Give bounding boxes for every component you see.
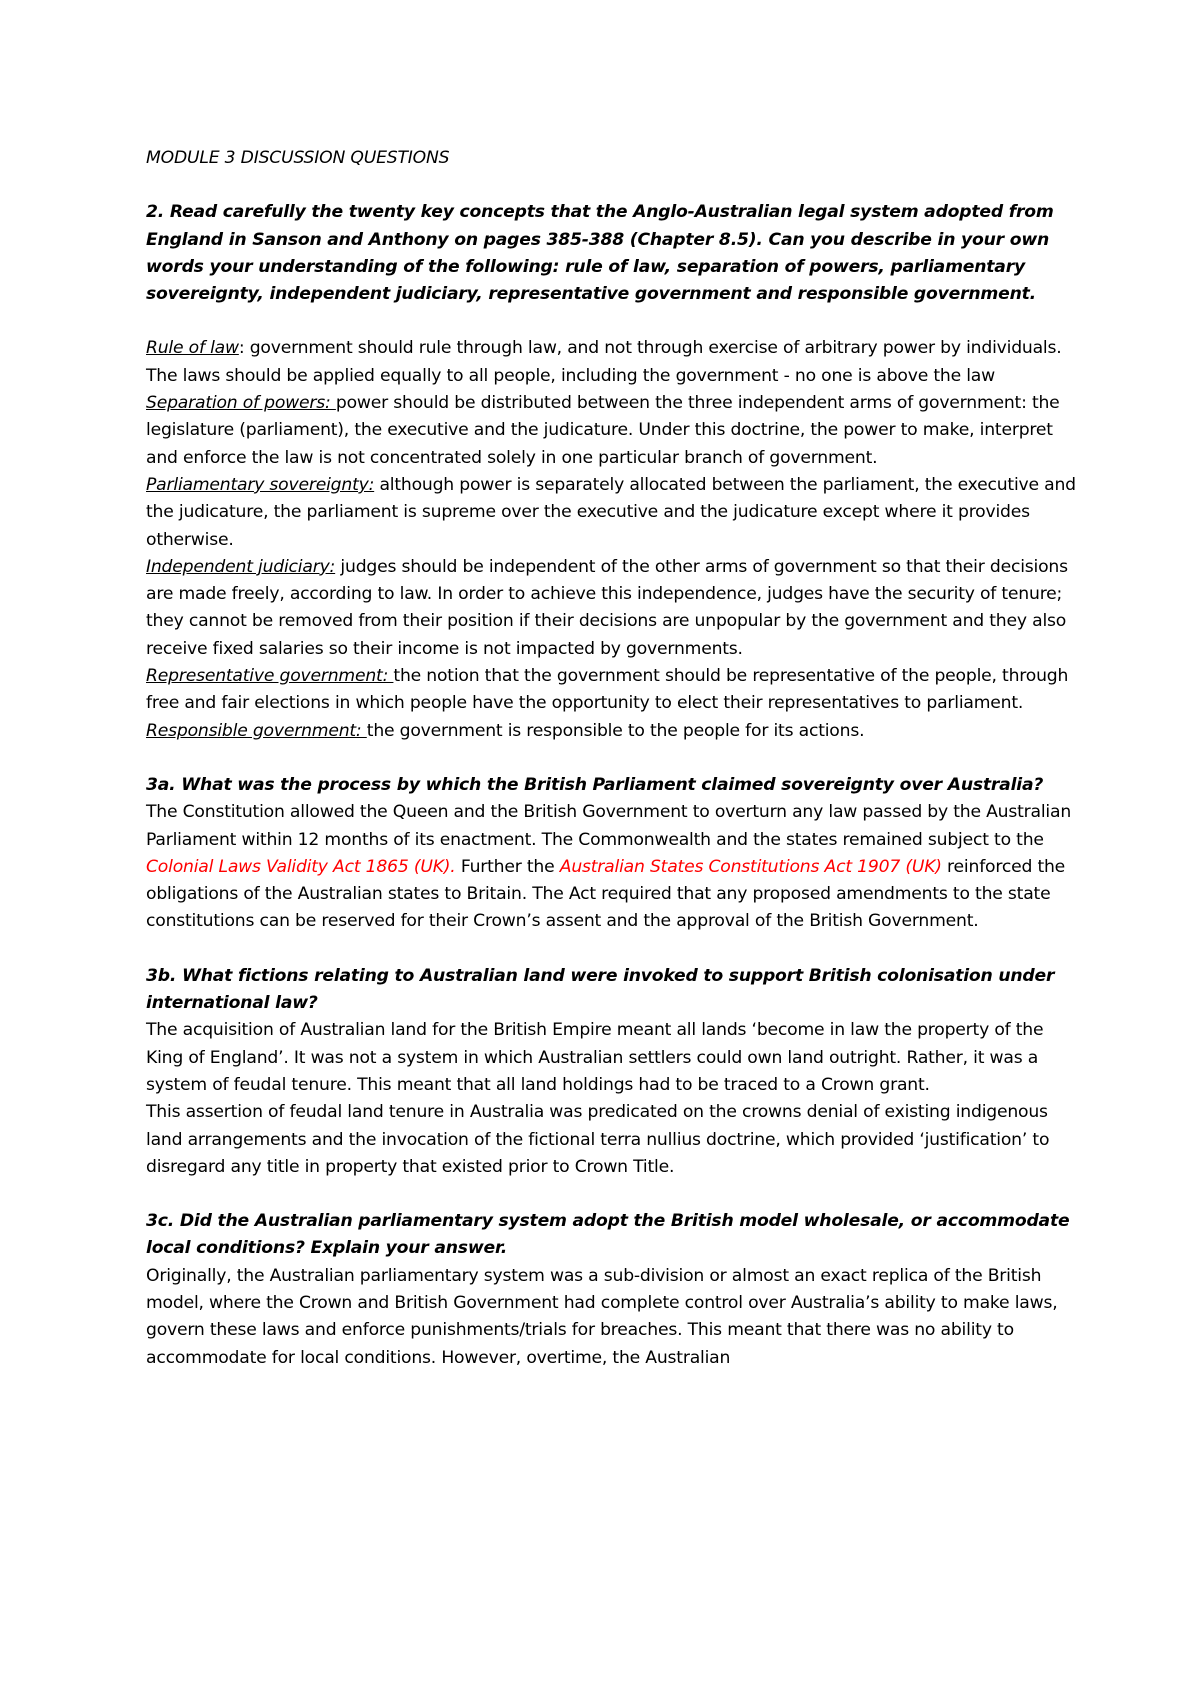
definition-term: Independent judiciary:: [146, 556, 336, 577]
question-3a: 3a. What was the process by which the British Parliament claimed sovereignty over Australia?: [146, 774, 1044, 795]
question-3a-answer: [146, 799, 1076, 935]
definition-responsible-government: [146, 718, 1076, 745]
question-3c: 3c. Did the Australian parliamentary system adopt the British model wholesale, or accommodate local conditions? Explain your answer.: [146, 1211, 1070, 1259]
definition-term: Parliamentary sovereignty:: [146, 474, 375, 495]
section-3a: [146, 772, 1076, 936]
section-3c: [146, 1208, 1076, 1372]
definition-text: the government is responsible to the people for its actions.: [366, 720, 865, 741]
definition-text: judges should be independent of the other arms of government so that their decisions are made freely, according to law. In order to achieve this independence, judges have the security of tenure; they cannot be removed from their position if their decisions are unpopular by the government and they also receive fixed salaries so their income is not impacted by governments.: [146, 556, 1068, 659]
definition-text: the notion that the government should be representative of the people, through free and fair elections in which people have the opportunity to elect their representatives to parliament.: [146, 666, 1069, 714]
definition-representative-government: [146, 663, 1076, 718]
answer-paragraph: Originally, the Australian parliamentary system was a sub-division or almost an exact replica of the British model, where the Crown and British Government had complete control over Australia’s ability to make laws, govern these laws and enforce punishments/trials for breaches. This meant that there was no ability to accommodate for local conditions. However, overtime, the Australian: [146, 1265, 1058, 1368]
answer-paragraph: The acquisition of Australian land for the British Empire meant all lands ‘become in law the property of the King of England’. It was not a system in which Australian settlers could own land outright. Rather, it was a system of feudal tenure. This meant that all land holdings had to be traced to a Crown grant.: [146, 1020, 1044, 1095]
document-page: [146, 145, 1076, 1372]
section-3b: [146, 963, 1076, 1181]
definition-text: power should be distributed between the three independent arms of government: the legislature (parliament), the executive and the judicature. Under this doctrine, the power to make, interpret and enforce the law is not concentrated solely in one particular branch of government.: [146, 393, 1060, 468]
act-citation: Australian States Constitutions Act 1907 (UK): [559, 856, 942, 877]
definition-term: Separation of powers:: [146, 393, 336, 414]
question-3b: 3b. What fictions relating to Australian land were invoked to support British colonisation under international law?: [146, 965, 1055, 1014]
definition-term: Representative government:: [146, 666, 394, 687]
question-2: 2. Read carefully the twenty key concepts that the Anglo-Australian legal system adopted from England in Sanson and Anthony on pages 385-388 (Chapter 8.5). Can you describe in your own words your understanding of the following: rule of law, separation of powers, parliamentary sovereignty, independent judiciary, representative government and responsible government.: [146, 202, 1054, 305]
definition-term: Rule of law: [146, 338, 239, 359]
definition-text: government should rule through law, and not through exercise of arbitrary power by individuals. The laws should be applied equally to all people, including the government - no one is above the law: [146, 338, 1062, 386]
definition-rule-of-law: Rule of law: government should rule through law, and not through exercise of arbitrary power by individuals. The laws should be applied equally to all people, including the government - no one is above the law: [146, 338, 1062, 386]
definition-separation-of-powers: [146, 390, 1076, 472]
definition-parliamentary-sovereignty: [146, 472, 1076, 554]
definition-term: Responsible government:: [146, 720, 367, 741]
act-citation: Colonial Laws Validity Act 1865 (UK).: [146, 856, 456, 877]
answer-paragraph: This assertion of feudal land tenure in Australia was predicated on the crowns denial of existing indigenous land arrangements and the invocation of the fictional terra nullius doctrine, which provided ‘justification’ to disregard any title in property that existed prior to Crown Title.: [146, 1102, 1050, 1177]
definition-text: although power is separately allocated between the parliament, the executive and the judicature, the parliament is supreme over the executive and the judicature except where it provides otherwise.: [146, 474, 1076, 550]
question-3b-answer: [146, 1017, 1076, 1181]
module-title: MODULE 3 DISCUSSION QUESTIONS: [146, 148, 450, 168]
question-3c-answer: [146, 1263, 1076, 1372]
definition-independent-judiciary: [146, 554, 1076, 663]
question-2-answer: [146, 335, 1076, 744]
answer-paragraph: The Constitution allowed the Queen and the British Government to overturn any law passed by the Australian Parliament within 12 months of its enactment. The Commonwealth and the states remained subject to the Colonial Laws Validity Act 1865 (UK). Further the Australian States Constitutions Act 1907 (UK) reinforced the obligations of the Australian states to Britain. The Act required that any proposed amendments to the state constitutions can be reserved for their Crown’s assent and the approval of the British Government.: [146, 802, 1072, 932]
